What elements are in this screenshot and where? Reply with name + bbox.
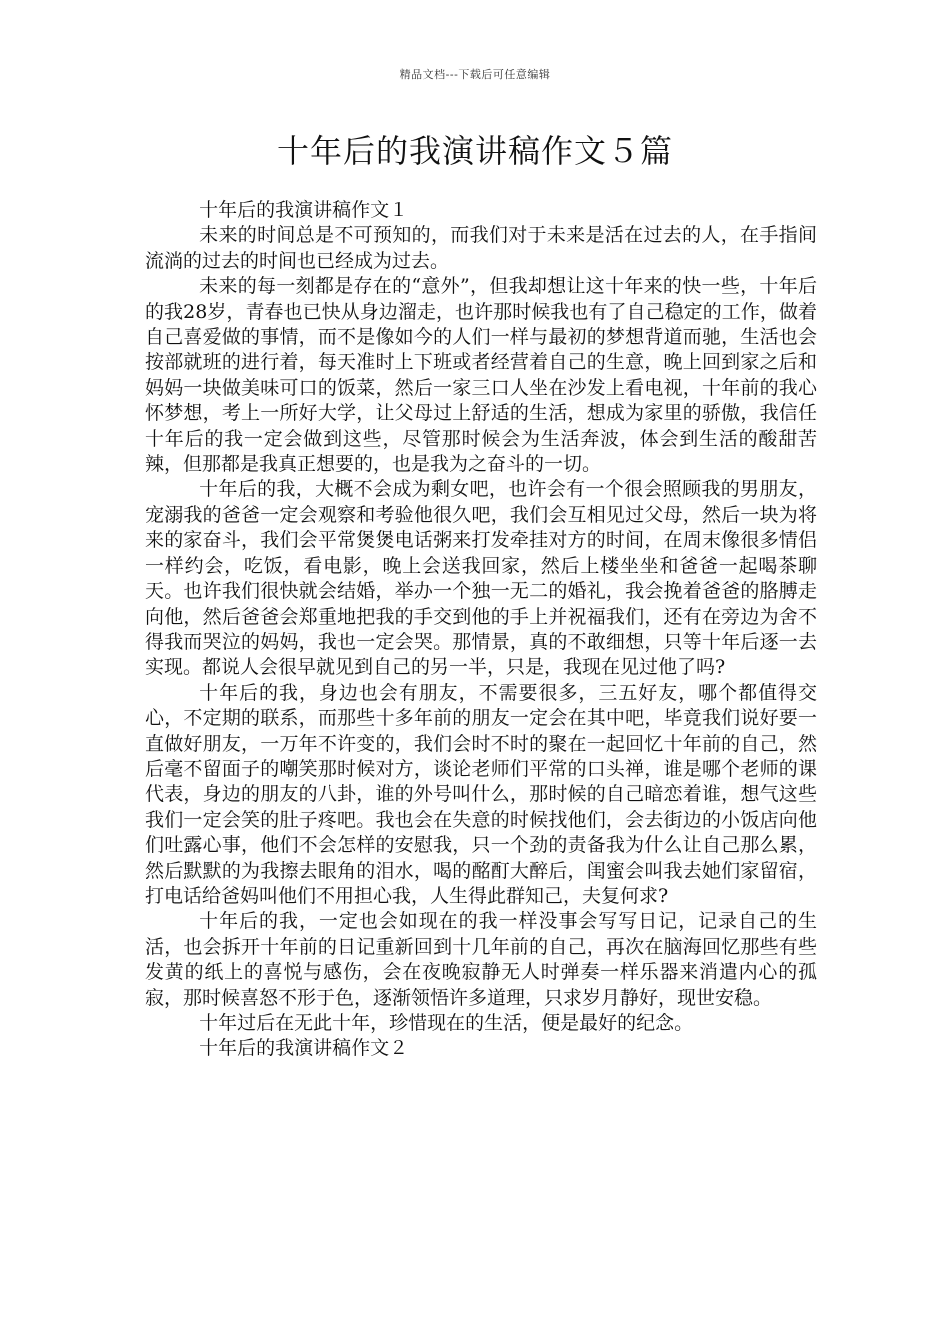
section-heading: 十年后的我演讲稿作文２ xyxy=(199,1037,409,1060)
paragraph: 未来的时间总是不可预知的，而我们对于未来是活在过去的人，在手指间流淌的过去的时间也已经成为过去。 xyxy=(145,224,817,272)
document-body xyxy=(145,198,817,1062)
section-heading: 十年后的我演讲稿作文１ xyxy=(199,199,409,221)
paragraph: 未来的每一刻都是存在的“意外”，但我却想让这十年来的快一些，十年后的我28岁，青春也已快从身边溜走，也许那时候我也有了自己稳定的工作，做着自己喜爱做的事情，而不是像如今的人们一样与最初的梦想背道而驰，生活也会按部就班的进行着，每天准时上下班或者经营着自己的生意，晚上回到家之后和妈妈一块做美味可口的饭菜，然后一家三口人坐在沙发上看电视，十年前的我心怀梦想，考上一所好大学，让父母过上舒适的生活，想成为家里的骄傲，我信任十年后的我一定会做到这些，尽管那时候会为生活奔波，体会到生活的酸甜苦辣，但那都是我真正想要的，也是我为之奋斗的一切。 xyxy=(145,275,817,476)
paragraph: 十年后的我，一定也会如现在的我一样没事会写写日记，记录自己的生活，也会拆开十年前的日记重新回到十几年前的自己，再次在脑海回忆那些有些发黄的纸上的喜悦与感伤，会在夜晚寂静无人时弹奏一样乐器来消遣内心的孤寂，那时候喜怒不形于色，逐渐领悟许多道理，只求岁月静好，现世安稳。 xyxy=(145,910,817,1009)
document-title: 十年后的我演讲稿作文５篇 xyxy=(276,132,673,170)
header-note: 精品文档---下载后可任意编辑 xyxy=(399,68,551,81)
paragraph: 十年后的我，大概不会成为剩女吧，也许会有一个很会照顾我的男朋友，宠溺我的爸爸一定会观察和考验他很久吧，我们会互相见过父母，然后一块为将来的家奋斗，我们会平常煲煲电话粥来打发牵挂对方的时间，在周末像很多情侣一样约会，吃饭，看电影，晚上会送我回家，然后上楼坐坐和爸爸一起喝茶聊天。也许我们很快就会结婚，举办一个独一无二的婚礼，我会挽着爸爸的胳膊走向他，然后爸爸会郑重地把我的手交到他的手上并祝福我们，还有在旁边为舍不得我而哭泣的妈妈，我也一定会哭。那情景，真的不敢细想，只等十年后逐一去实现。都说人会很早就见到自己的另一半，只是，我现在见过他了吗? xyxy=(145,478,817,679)
paragraph: 十年后的我，身边也会有朋友，不需要很多，三五好友，哪个都值得交心，不定期的联系，而那些十多年前的朋友一定会在其中吧，毕竟我们说好要一直做好朋友，一万年不许变的，我们会时不时的聚在一起回忆十年前的自己，然后毫不留面子的嘲笑那时候对方，谈论老师们平常的口头禅，谁是哪个老师的课代表，身边的朋友的八卦，谁的外号叫什么，那时候的自己暗恋着谁，想气这些我们一定会笑的肚子疼吧。我也会在失意的时候找他们，会去街边的小饭店向他们吐露心事，他们不会怎样的安慰我，只一个劲的责备我为什么让自己那么累，然后默默的为我擦去眼角的泪水，喝的酩酊大醉后，闺蜜会叫我去她们家留宿，打电话给爸妈叫他们不用担心我，人生得此群知己，夫复何求? xyxy=(145,681,817,907)
paragraph: 十年过后在无此十年，珍惜现在的生活，便是最好的纪念。 xyxy=(199,1012,694,1034)
